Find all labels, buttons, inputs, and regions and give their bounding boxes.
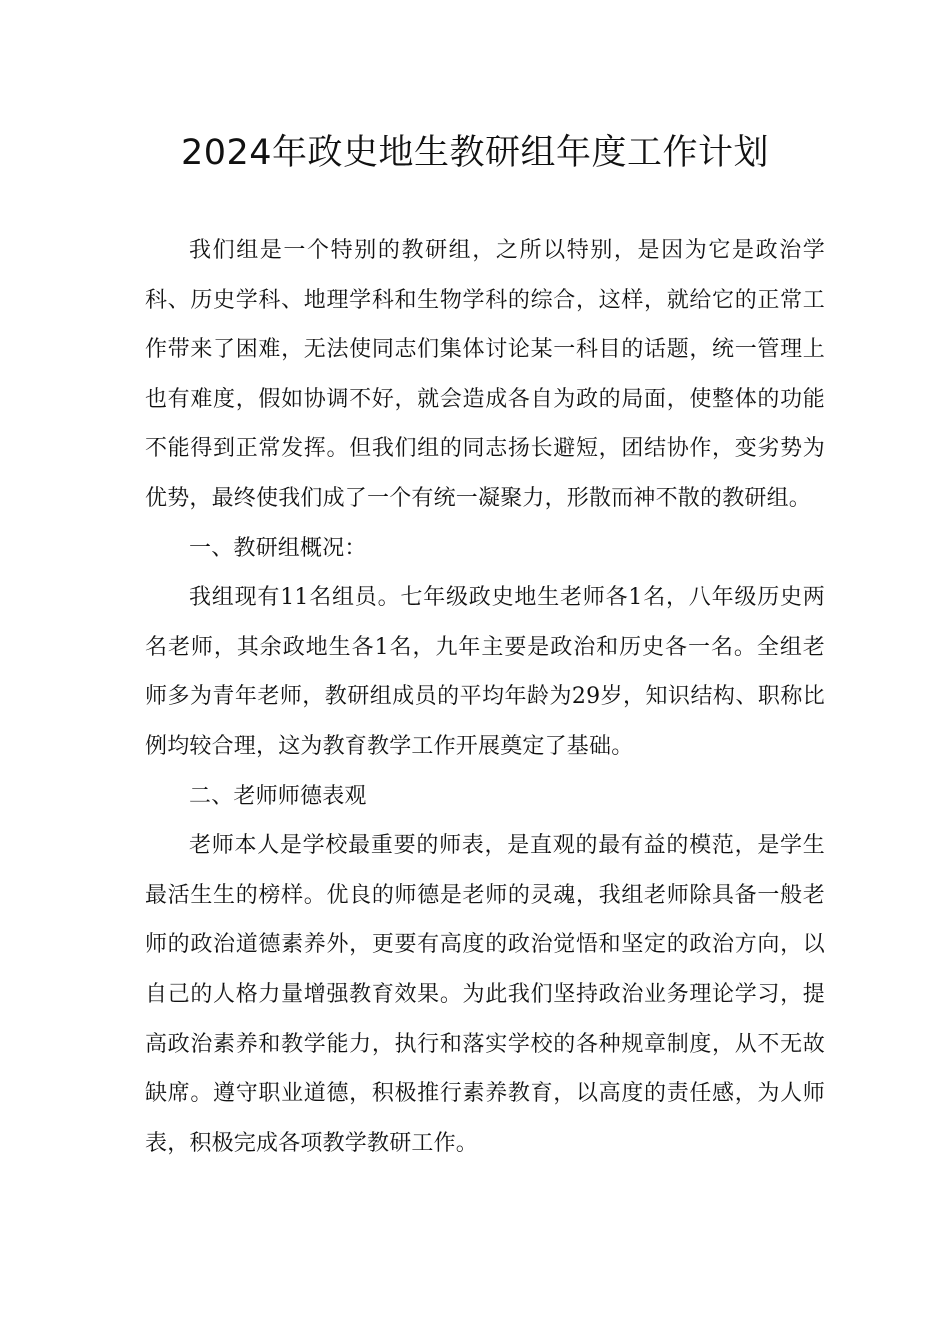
ethics-paragraph: 老师本人是学校最重要的师表，是直观的最有益的模范，是学生最活生生的榜样。优良的师德是老师的灵魂，我组老师除具备一般老师的政治道德素养外，更要有高度的政治觉悟和坚定的政治方向，以自己的人格力量增强教育效果。为此我们坚持政治业务理论学习，提高政治素养和教学能力，执行和落实学校的各种规章制度，从不无故缺席。遵守职业道德，积极推行素养教育，以高度的责任感，为人师表，积极完成各项教学教研工作。 [145, 833, 825, 1156]
intro-paragraph: 我们组是一个特别的教研组，之所以特别，是因为它是政治学科、历史学科、地理学科和生物学科的综合，这样，就给它的正常工作带来了困难，无法使同志们集体讨论某一科目的话题，统一管理上也有难度，假如协调不好，就会造成各自为政的局面，使整体的功能不能得到正常发挥。但我们组的同志扬长避短，团结协作，变劣势为优势，最终使我们成了一个有统一凝聚力，形散而神不散的教研组。 [145, 238, 825, 511]
section-heading-ethics: 二、老师师德表观 [189, 783, 367, 809]
overview-paragraph: 我组现有11名组员。七年级政史地生老师各1名，八年级历史两名老师，其余政地生各1名，九年主要是政治和历史各一名。全组老师多为青年老师，教研组成员的平均年龄为29岁，知识结构、职称比例均较合理，这为教育教学工作开展奠定了基础。 [145, 585, 825, 759]
document-body [145, 226, 825, 1168]
section-heading-overview: 一、教研组概况： [189, 535, 367, 561]
document-title: 2024年政史地生教研组年度工作计划 [180, 133, 770, 173]
